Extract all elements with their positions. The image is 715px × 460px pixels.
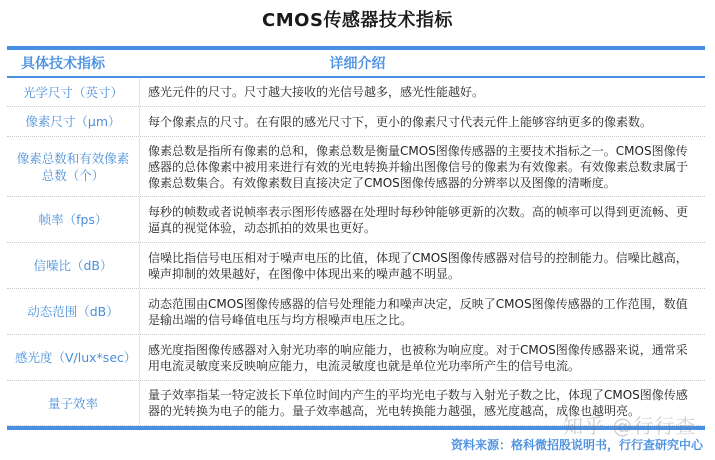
row-detail: 感光度指图像传感器对入射光功率的响应能力，也被称为响应度。对于CMOS图像传感器来说，通常采用电流灵敏度来反映响应能力，电流灵敏度也就是单位光功率所产生的信号电流。: [148, 342, 688, 373]
table-row: [7, 137, 705, 197]
row-detail: 动态范围由CMOS图像传感器的信号处理能力和噪声决定，反映了CMOS图像传感器的工作范围，数值是输出端的信号峰值电压与均方根噪声电压之比。: [148, 296, 688, 327]
table-row: [7, 381, 705, 426]
row-detail: 量子效率指某一特定波长下单位时间内产生的平均光电子数与入射光子数之比，体现了CMOS图像传感器的光转换为电子的能力。量子效率越高，光电转换能力越强，感光度越高，成像也越明亮。: [148, 388, 688, 418]
header-indicator: 具体技术指标: [21, 56, 105, 72]
row-indicator: 动态范围（dB）: [7, 289, 140, 334]
watermark: 知乎 @行行查: [563, 414, 697, 438]
source-note: 资料来源：格科微招股说明书，行行查研究中心: [450, 438, 703, 452]
table-row: [7, 289, 705, 335]
table-row: [7, 107, 705, 137]
header-detail: 详细介绍: [329, 56, 386, 72]
table-row: [7, 243, 705, 289]
table-bottom-bar: [7, 426, 705, 430]
row-indicator: 像素尺寸（μm）: [7, 107, 140, 136]
page-title: CMOS传感器技术指标: [262, 10, 453, 31]
row-detail: 信噪比指信号电压相对于噪声电压的比值，体现了CMOS图像传感器对信号的控制能力。信噪比越高，噪声抑制的效果越好，在图像中体现出来的噪声越不明显。: [148, 250, 688, 281]
row-indicator: 量子效率: [7, 381, 140, 425]
row-detail: 每个像素点的尺寸。在有限的感光尺寸下，更小的像素尺寸代表元件上能够容纳更多的像素数。: [148, 114, 653, 129]
row-indicator: 光学尺寸（英寸）: [7, 78, 140, 106]
row-detail: 感光元件的尺寸。尺寸越大接收的光信号越多，感光性能越好。: [148, 85, 485, 99]
row-indicator: 帧率（fps）: [7, 197, 140, 242]
spec-table: [7, 46, 705, 430]
table-row: [7, 197, 705, 243]
row-indicator: 信噪比（dB）: [7, 243, 140, 288]
row-indicator: 像素总数和有效像素总数（个）: [7, 137, 140, 196]
table-row: [7, 78, 705, 107]
row-indicator: 感光度（V/lux*sec）: [7, 335, 140, 380]
table-header: [7, 50, 705, 78]
table-row: [7, 335, 705, 381]
row-detail: 每秒的帧数或者说帧率表示图形传感器在处理时每秒钟能够更新的次数。高的帧率可以得到更流畅、更逼真的视觉体验，动态抓拍的效果也更好。: [148, 204, 689, 235]
row-detail: 像素总数是指所有像素的总和，像素总数是衡量CMOS图像传感器的主要技术指标之一。CMOS图像传感器的总体像素中被用来进行有效的光电转换并输出图像信号的像素为有效像素。有效像素总数隶属于像素总数集合。有效像素数目直接决定了CMOS图像传感器的分辨率以及图像的清晰度。: [148, 143, 689, 190]
